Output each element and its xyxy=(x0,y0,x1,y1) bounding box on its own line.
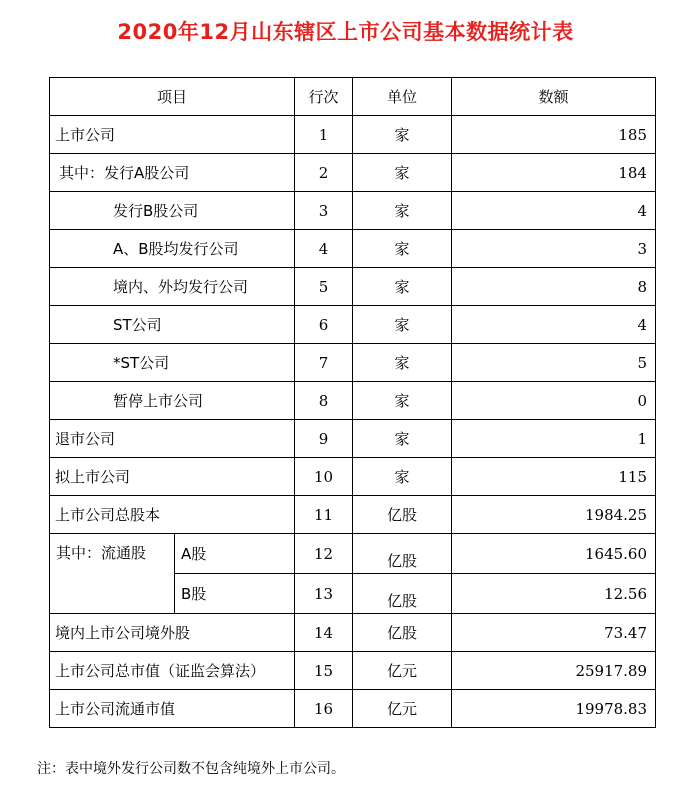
row-item: 上市公司流通市值 xyxy=(50,690,295,728)
row-unit: 家 xyxy=(353,192,452,230)
row-number: 5 xyxy=(295,268,353,306)
row-number: 2 xyxy=(295,154,353,192)
row-unit: 家 xyxy=(353,458,452,496)
table-row xyxy=(50,154,656,192)
row-number: 7 xyxy=(295,344,353,382)
row-number: 14 xyxy=(295,614,353,652)
row-unit: 家 xyxy=(353,116,452,154)
table-row xyxy=(50,116,656,154)
table-row xyxy=(50,230,656,268)
row-value: 1984.25 xyxy=(452,496,656,534)
table-row xyxy=(50,690,656,728)
row-unit: 家 xyxy=(353,306,452,344)
row-value: 4 xyxy=(452,306,656,344)
header-unit: 单位 xyxy=(353,78,452,116)
row-item: 退市公司 xyxy=(50,420,295,458)
table-header-row xyxy=(50,78,656,116)
row-value: 3 xyxy=(452,230,656,268)
row-item: 其中：发行A股公司 xyxy=(50,154,295,192)
row-item: 上市公司 xyxy=(50,116,295,154)
row-number: 1 xyxy=(295,116,353,154)
row-unit: 亿元 xyxy=(353,652,452,690)
table-row xyxy=(50,268,656,306)
row-item: 其中：流通股 xyxy=(50,534,175,614)
table-row xyxy=(50,496,656,534)
row-value: 4 xyxy=(452,192,656,230)
row-item: *ST公司 xyxy=(50,344,295,382)
row-subitem: A股 xyxy=(175,534,295,574)
table-row xyxy=(50,614,656,652)
row-item: 境内上市公司境外股 xyxy=(50,614,295,652)
row-number: 10 xyxy=(295,458,353,496)
row-number: 3 xyxy=(295,192,353,230)
row-item: 上市公司总股本 xyxy=(50,496,295,534)
row-item: 暂停上市公司 xyxy=(50,382,295,420)
row-item: 上市公司总市值（证监会算法） xyxy=(50,652,295,690)
row-unit: 家 xyxy=(353,230,452,268)
table-row xyxy=(50,420,656,458)
row-value: 5 xyxy=(452,344,656,382)
row-number: 15 xyxy=(295,652,353,690)
statistics-table xyxy=(49,77,656,728)
row-unit: 家 xyxy=(353,268,452,306)
row-subitem: B股 xyxy=(175,574,295,614)
row-unit: 家 xyxy=(353,420,452,458)
row-item: 发行B股公司 xyxy=(50,192,295,230)
row-item: 拟上市公司 xyxy=(50,458,295,496)
row-unit: 亿股 xyxy=(353,534,452,574)
row-value: 73.47 xyxy=(452,614,656,652)
header-value: 数额 xyxy=(452,78,656,116)
row-item: 境内、外均发行公司 xyxy=(50,268,295,306)
row-value: 115 xyxy=(452,458,656,496)
row-number: 12 xyxy=(295,534,353,574)
table-row xyxy=(50,344,656,382)
row-number: 9 xyxy=(295,420,353,458)
row-item: ST公司 xyxy=(50,306,295,344)
row-unit: 家 xyxy=(353,382,452,420)
row-unit: 家 xyxy=(353,344,452,382)
row-item: A、B股均发行公司 xyxy=(50,230,295,268)
footnote: 注：表中境外发行公司数不包含纯境外上市公司。 xyxy=(37,761,345,777)
row-value: 19978.83 xyxy=(452,690,656,728)
row-value: 184 xyxy=(452,154,656,192)
table-row xyxy=(50,652,656,690)
row-number: 13 xyxy=(295,574,353,614)
row-number: 16 xyxy=(295,690,353,728)
row-unit: 亿股 xyxy=(353,614,452,652)
table-row xyxy=(50,534,656,574)
header-row-number: 行次 xyxy=(295,78,353,116)
header-item: 项目 xyxy=(50,78,295,116)
row-value: 8 xyxy=(452,268,656,306)
row-number: 8 xyxy=(295,382,353,420)
row-value: 185 xyxy=(452,116,656,154)
row-unit: 家 xyxy=(353,154,452,192)
row-number: 6 xyxy=(295,306,353,344)
table-row xyxy=(50,306,656,344)
row-value: 1 xyxy=(452,420,656,458)
table-row xyxy=(50,458,656,496)
row-value: 1645.60 xyxy=(452,534,656,574)
page-title: 2020年12月山东辖区上市公司基本数据统计表 xyxy=(117,20,574,44)
row-value: 0 xyxy=(452,382,656,420)
row-number: 11 xyxy=(295,496,353,534)
row-value: 12.56 xyxy=(452,574,656,614)
row-number: 4 xyxy=(295,230,353,268)
row-unit: 亿元 xyxy=(353,690,452,728)
row-unit: 亿股 xyxy=(353,496,452,534)
row-value: 25917.89 xyxy=(452,652,656,690)
row-unit: 亿股 xyxy=(353,574,452,614)
table-row xyxy=(50,382,656,420)
table-row xyxy=(50,192,656,230)
